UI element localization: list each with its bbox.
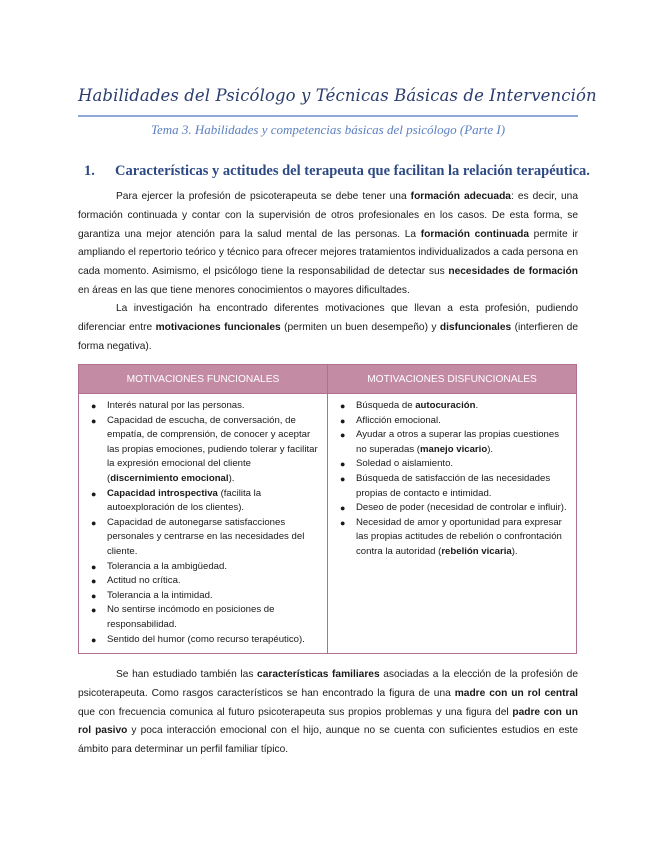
item-text: Tolerancia a la intimidad. xyxy=(107,589,213,601)
paragraph-text: (interfieren de forma negativa). xyxy=(78,321,579,352)
bullet-icon: ● xyxy=(340,430,346,441)
item-bold-term: Capacidad introspectiva xyxy=(107,487,218,499)
list-item xyxy=(85,516,321,560)
motivaciones-table xyxy=(78,364,577,654)
bullet-icon: ● xyxy=(91,605,97,616)
item-text: Búsqueda de xyxy=(356,400,416,411)
header-disfuncionales: MOTIVACIONES DISFUNCIONALES xyxy=(328,365,577,394)
paragraph-text: permite ir ampliando el repertorio teórico y técnico para ofrecer mejores tratamientos individualizados a cada persona en cada momento. Asimismo, el psicólogo tiene la responsabilidad de detectar sus xyxy=(78,228,578,278)
bold-term: características familiares xyxy=(257,669,380,680)
item-bold-term: rebelión vicaria xyxy=(441,545,512,557)
list-item xyxy=(334,501,570,516)
bold-term: madre con un rol central xyxy=(454,687,578,699)
bullet-icon: ● xyxy=(91,590,97,601)
document-title: Habilidades del Psicólogo y Técnicas Básicas de Intervención xyxy=(78,86,597,105)
list-item xyxy=(85,560,321,575)
bold-term: disfuncionales xyxy=(439,321,512,333)
section-title: Características y actitudes del terapeuta que facilitan la relación terapéutica. xyxy=(115,163,590,179)
item-text: ). xyxy=(511,545,518,557)
item-text: Deseo de poder (necesidad de controlar e influir). xyxy=(356,502,567,514)
bold-term: formación continuada xyxy=(420,228,529,240)
list-item xyxy=(334,457,570,472)
paragraph-familiares xyxy=(78,666,578,760)
item-text: ). xyxy=(228,472,235,484)
cell-disfuncionales xyxy=(328,394,577,654)
title-divider xyxy=(78,115,578,117)
list-item xyxy=(85,633,321,648)
bullet-icon: ● xyxy=(340,401,346,411)
list-item xyxy=(85,589,321,604)
cell-funcionales xyxy=(79,394,328,654)
bullet-icon: ● xyxy=(91,415,97,426)
paragraph-text: en áreas en las que tiene menores conocimientos o mayores dificultades. xyxy=(78,284,410,296)
item-text: Tolerancia a la ambigüedad. xyxy=(107,560,228,572)
list-item xyxy=(334,414,570,429)
bullet-icon: ● xyxy=(91,401,97,411)
paragraph-text: La investigación ha encontrado diferentes motivaciones que llevan a esta profesión, pudiendo diferenciar entre xyxy=(78,303,578,333)
item-text: No sentirse incómodo en posiciones de responsabilidad. xyxy=(107,604,275,630)
item-text: (facilita la autoexploración de los clientes). xyxy=(107,487,262,514)
paragraph-text: asociadas a la elección de la profesión de psicoterapeuta. Como rasgos característicos se han encontrado la figura de una xyxy=(78,669,578,699)
item-text: Sentido del humor (como recurso terapéutico). xyxy=(107,633,305,645)
item-text: . xyxy=(475,400,479,411)
paragraph-text: Para ejercer la profesión de psicoterapeuta se debe tener una xyxy=(116,191,411,202)
bullet-icon: ● xyxy=(340,517,346,528)
list-disfuncionales xyxy=(334,399,570,560)
list-item xyxy=(85,399,321,414)
document-subtitle: Tema 3. Habilidades y competencias básicas del psicólogo (Parte I) xyxy=(150,122,506,137)
bullet-icon: ● xyxy=(91,576,97,587)
bullet-icon: ● xyxy=(91,488,97,499)
bullet-icon: ● xyxy=(340,415,346,426)
item-bold-term: discernimiento emocional xyxy=(110,472,229,484)
bold-term: necesidades de formación xyxy=(448,266,578,278)
paragraph-text: : es decir, una formación continuada y contar con la supervisión de otros profesionales en los casos. De esta forma, se garantiza una mejor atención para la salud mental de las personas. La xyxy=(78,191,578,240)
list-item xyxy=(85,414,321,487)
bullet-icon: ● xyxy=(340,459,346,470)
bullet-icon: ● xyxy=(340,503,346,514)
item-text: Necesidad de amor y oportunidad para expresar las propias actitudes de rebelión o confrontación contra la autoridad ( xyxy=(356,516,562,557)
item-text: Capacidad de escucha, de conversación, de empatía, de comprensión, de conocer y aceptar las propias emociones, pudiendo tolerar y facilitar la expresión emocional del cliente ( xyxy=(107,414,318,484)
item-text: Soledad o aislamiento. xyxy=(356,458,454,470)
item-bold-term: manejo vicario xyxy=(420,443,488,455)
paragraph-motivaciones xyxy=(78,300,578,356)
paragraph-text: que con frecuencia comunica al futuro psicoterapeuta sus propios problemas y una figura del xyxy=(78,706,513,718)
section-heading xyxy=(84,163,590,180)
paragraph-text: Se han estudiado también las xyxy=(116,669,258,680)
list-item xyxy=(334,516,570,560)
list-item xyxy=(85,487,321,516)
item-text: ). xyxy=(487,443,494,455)
paragraph-text: (permiten un buen desempeño) y xyxy=(280,321,440,333)
bold-term: formación adecuada xyxy=(410,191,511,202)
table-header-row xyxy=(79,365,577,394)
list-item xyxy=(334,472,570,501)
item-text: Actitud no crítica. xyxy=(107,575,181,587)
item-text: Capacidad de autonegarse satisfacciones personales y centrarse en las necesidades del cliente. xyxy=(107,516,305,557)
bullet-icon: ● xyxy=(91,561,97,572)
item-text: Búsqueda de satisfacción de las necesidades propias de contacto e intimidad. xyxy=(356,472,551,499)
item-text: Aflicción emocional. xyxy=(356,414,441,426)
bullet-icon: ● xyxy=(91,517,97,528)
table-body-row xyxy=(79,394,577,654)
list-item xyxy=(85,603,321,632)
paragraph-formacion xyxy=(78,188,578,301)
list-funcionales xyxy=(85,399,321,647)
item-bold-term: autocuración xyxy=(415,400,476,411)
bullet-icon: ● xyxy=(91,634,97,645)
bold-term: padre con un rol pasivo xyxy=(78,706,578,737)
list-item xyxy=(85,574,321,589)
item-text: Ayudar a otros a superar las propias cuestiones no superadas ( xyxy=(356,429,560,455)
item-text: Interés natural por las personas. xyxy=(107,400,245,411)
list-item xyxy=(334,399,570,414)
bullet-icon: ● xyxy=(340,473,346,484)
list-item xyxy=(334,428,570,457)
bold-term: motivaciones funcionales xyxy=(155,321,281,333)
section-number: 1. xyxy=(84,163,95,179)
header-funcionales: MOTIVACIONES FUNCIONALES xyxy=(79,365,328,394)
paragraph-text: y poca interacción emocional con el hijo, aunque no se cuenta con suficientes estudios en este ámbito para determinar un perfil familiar típico. xyxy=(78,725,579,756)
